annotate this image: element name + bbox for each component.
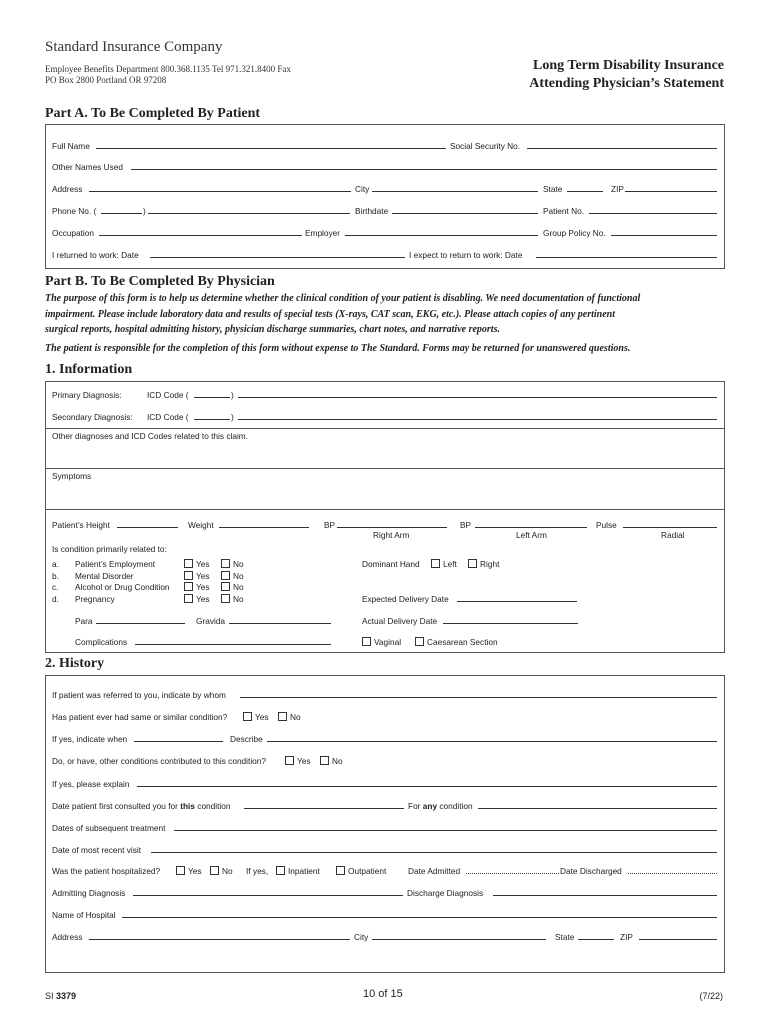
describe-label: Describe — [230, 734, 263, 744]
secondary-diagnosis-field[interactable] — [238, 419, 717, 420]
ssn-field[interactable] — [527, 148, 717, 149]
form-title-line2: Attending Physician’s Statement — [529, 76, 724, 91]
complications-field[interactable] — [135, 644, 331, 645]
date-discharged-field[interactable] — [628, 873, 717, 874]
primary-icd-label: ICD Code ( — [147, 390, 189, 400]
para-field[interactable] — [96, 623, 185, 624]
expected-delivery-field[interactable] — [457, 601, 577, 602]
checkbox[interactable] — [336, 866, 345, 875]
instructions-line4: The patient is responsible for the completion of this form without expense to The Standard. Forms may be returned for unanswered questions. — [45, 342, 631, 354]
full-name-label: Full Name — [52, 141, 90, 151]
discharge-diagnosis-label: Discharge Diagnosis — [407, 888, 484, 898]
para-label: Para — [75, 616, 93, 626]
left-hand-option[interactable]: Left — [431, 559, 457, 569]
radial-caption: Radial — [661, 530, 685, 540]
hospital-city-label: City — [354, 932, 369, 942]
left-arm-caption: Left Arm — [516, 530, 547, 540]
condition-pregnancy: Pregnancy — [75, 593, 115, 604]
admitting-diagnosis-field[interactable] — [133, 895, 403, 896]
explain-label: If yes, please explain — [52, 779, 130, 789]
primary-icd-close: ) — [231, 390, 234, 400]
right-arm-caption: Right Arm — [373, 530, 410, 540]
letter-d: d. — [52, 593, 59, 604]
letter-b: b. — [52, 570, 59, 581]
when-field[interactable] — [134, 741, 223, 742]
other-names-label: Other Names Used — [52, 162, 124, 172]
secondary-icd-field[interactable] — [194, 419, 230, 420]
page-number: 10 of 15 — [363, 988, 403, 1000]
condition-mental: Mental Disorder — [75, 570, 134, 581]
similar-no-option[interactable]: No — [278, 712, 301, 722]
actual-delivery-field[interactable] — [443, 623, 578, 624]
part-a-heading: Part A. To Be Completed By Patient — [45, 106, 261, 121]
when-label: If yes, indicate when — [52, 734, 128, 744]
hospital-city-field[interactable] — [372, 939, 546, 940]
date-admitted-field[interactable] — [466, 873, 559, 874]
birthdate-label: Birthdate — [355, 206, 389, 216]
hospitalized-no[interactable]: No — [210, 866, 233, 876]
recent-visit-label: Date of most recent visit — [52, 845, 141, 855]
checkbox[interactable] — [431, 559, 440, 568]
bp-left-field[interactable] — [475, 527, 587, 528]
form-number: SI 3379 — [45, 991, 77, 1001]
area-code-field[interactable] — [101, 213, 142, 214]
actual-delivery-label: Actual Delivery Date — [362, 616, 438, 626]
describe-field[interactable] — [267, 741, 717, 742]
hospital-address-field[interactable] — [89, 939, 350, 940]
weight-field[interactable] — [219, 527, 309, 528]
city-label: City — [355, 184, 370, 194]
instructions-line1: The purpose of this form is to help us determine whether the clinical condition of your patient is disabling. We need documentation of functional — [45, 293, 641, 304]
checkbox[interactable] — [276, 866, 285, 875]
expect-return-field[interactable] — [536, 257, 717, 258]
weight-label: Weight — [188, 520, 214, 530]
group-policy-field[interactable] — [611, 235, 717, 236]
expected-delivery-label: Expected Delivery Date — [362, 594, 449, 604]
similar-yes-option[interactable]: Yes — [243, 712, 269, 722]
checkbox[interactable] — [176, 866, 185, 875]
subsequent-treatment-field[interactable] — [174, 830, 717, 831]
zip-field[interactable] — [625, 191, 717, 192]
other-conditions-no[interactable]: No — [320, 756, 343, 766]
date-discharged-label: Date Discharged — [560, 866, 622, 876]
full-name-field[interactable] — [96, 148, 446, 149]
gravida-label: Gravida — [196, 616, 226, 626]
bp-right-field[interactable] — [337, 527, 447, 528]
employer-field[interactable] — [345, 235, 538, 236]
divider — [46, 509, 724, 510]
first-consult-label: Date patient first consulted you for this condition — [52, 801, 231, 811]
bp-right-label: BP — [324, 520, 336, 530]
primary-diagnosis-label: Primary Diagnosis: — [52, 390, 122, 400]
mailing-address: PO Box 2800 Portland OR 97208 — [45, 75, 167, 85]
no-option[interactable]: No — [221, 594, 244, 606]
condition-yes-column — [184, 559, 210, 605]
hospital-state-label: State — [555, 932, 575, 942]
hospital-address-label: Address — [52, 932, 83, 942]
checkbox[interactable] — [221, 594, 230, 603]
divider — [46, 468, 724, 469]
hospital-zip-label: ZIP — [620, 932, 633, 942]
hospital-zip-field[interactable] — [639, 939, 717, 940]
ssn-label: Social Security No. — [450, 141, 521, 151]
secondary-diagnosis-label: Secondary Diagnosis: — [52, 412, 133, 422]
checkbox[interactable] — [221, 582, 230, 591]
bp-left-label: BP — [460, 520, 472, 530]
vaginal-option[interactable]: Vaginal — [362, 637, 401, 647]
hospital-state-field[interactable] — [578, 939, 614, 940]
condition-letters — [52, 559, 59, 605]
city-field[interactable] — [372, 191, 538, 192]
checkbox[interactable] — [415, 637, 424, 646]
occupation-field[interactable] — [99, 235, 302, 236]
instructions-line2: impairment. Please include laboratory data and results of special tests (X-rays, CAT scan, EKG, etc.). Please attach copies of any pertinent — [45, 308, 615, 320]
group-policy-label: Group Policy No. — [543, 228, 606, 238]
gravida-field[interactable] — [229, 623, 331, 624]
height-field[interactable] — [117, 527, 178, 528]
condition-no-column — [221, 559, 244, 605]
phone-close: ) — [143, 206, 146, 216]
checkbox[interactable] — [362, 637, 371, 646]
birthdate-field[interactable] — [392, 213, 538, 214]
returned-work-label: I returned to work: Date — [52, 250, 139, 260]
yes-option[interactable]: Yes — [184, 559, 210, 571]
any-condition-field[interactable] — [478, 808, 717, 809]
other-conditions-label: Do, or have, other conditions contributed to this condition? — [52, 756, 267, 766]
primary-icd-field[interactable] — [194, 397, 230, 398]
checkbox[interactable] — [278, 712, 287, 721]
information-heading: 1. Information — [45, 362, 133, 377]
hospital-name-field[interactable] — [122, 917, 717, 918]
patient-no-field[interactable] — [589, 213, 717, 214]
checkbox[interactable] — [221, 559, 230, 568]
other-names-field[interactable] — [131, 169, 717, 170]
similar-condition-label: Has patient ever had same or similar condition? — [52, 712, 228, 722]
part-a-box — [45, 124, 725, 269]
state-field[interactable] — [567, 191, 603, 192]
recent-visit-field[interactable] — [151, 852, 717, 853]
referred-field[interactable] — [240, 697, 717, 698]
date-admitted-label: Date Admitted — [408, 866, 461, 876]
right-hand-option[interactable]: Right — [468, 559, 499, 569]
history-heading: 2. History — [45, 656, 105, 671]
hospitalized-yes[interactable]: Yes — [176, 866, 202, 876]
other-conditions-yes[interactable]: Yes — [285, 756, 311, 766]
state-label: State — [543, 184, 563, 194]
explain-field[interactable] — [137, 786, 717, 787]
discharge-diagnosis-field[interactable] — [493, 895, 717, 896]
instructions-line3: surgical reports, hospital admitting history, physician discharge summaries, chart notes, and narrative reports. — [45, 324, 500, 335]
condition-alcohol-drug: Alcohol or Drug Condition — [75, 582, 170, 592]
hospitalized-label: Was the patient hospitalized? — [52, 866, 161, 876]
secondary-icd-close: ) — [231, 412, 234, 422]
occupation-label: Occupation — [52, 228, 94, 238]
checkbox[interactable] — [243, 712, 252, 721]
if-yes-label: If yes, — [246, 866, 269, 876]
primary-diagnosis-field[interactable] — [238, 397, 717, 398]
condition-employment: Patient’s Employment — [75, 559, 156, 569]
letter-a: a. — [52, 559, 59, 569]
condition-names — [75, 559, 170, 605]
admitting-diagnosis-label: Admitting Diagnosis — [52, 888, 126, 898]
related-label: Is condition primarily related to: — [52, 544, 167, 554]
inpatient-option[interactable]: Inpatient — [276, 866, 320, 876]
yes-option[interactable]: Yes — [184, 571, 210, 583]
divider — [46, 428, 724, 429]
expect-return-label: I expect to return to work: Date — [409, 250, 523, 260]
phone-field[interactable] — [148, 213, 350, 214]
symptoms-label: Symptoms — [52, 471, 92, 481]
part-b-instructions — [45, 291, 735, 356]
pulse-field[interactable] — [623, 527, 717, 528]
no-option[interactable]: No — [221, 559, 244, 571]
secondary-icd-label: ICD Code ( — [147, 412, 189, 422]
checkbox[interactable] — [468, 559, 477, 568]
checkbox[interactable] — [184, 559, 193, 568]
department-contact: Employee Benefits Department 800.368.1135 Tel 971.321.8400 Fax — [45, 64, 291, 74]
pulse-label: Pulse — [596, 520, 617, 530]
checkbox[interactable] — [221, 571, 230, 580]
dominant-hand-label: Dominant Hand — [362, 559, 420, 569]
checkbox[interactable] — [285, 756, 294, 765]
hospital-name-label: Name of Hospital — [52, 910, 116, 920]
subsequent-treatment-label: Dates of subsequent treatment — [52, 823, 166, 833]
form-title-line1: Long Term Disability Insurance — [533, 58, 724, 73]
address-label: Address — [52, 184, 83, 194]
other-diagnoses-label: Other diagnoses and ICD Codes related to this claim. — [52, 431, 248, 441]
checkbox[interactable] — [210, 866, 219, 875]
phone-label: Phone No. ( — [52, 206, 97, 216]
height-label: Patient’s Height — [52, 520, 110, 530]
checkbox[interactable] — [184, 594, 193, 603]
no-option[interactable]: No — [221, 571, 244, 583]
checkbox[interactable] — [184, 571, 193, 580]
yes-option[interactable]: Yes — [184, 594, 210, 606]
company-name: Standard Insurance Company — [45, 39, 223, 55]
employer-label: Employer — [305, 228, 341, 238]
yes-option[interactable]: Yes — [184, 582, 210, 594]
outpatient-option[interactable]: Outpatient — [336, 866, 386, 876]
caesarean-option[interactable]: Caesarean Section — [415, 637, 498, 647]
referred-label: If patient was referred to you, indicate by whom — [52, 690, 226, 700]
part-b-heading: Part B. To Be Completed By Physician — [45, 274, 275, 289]
returned-work-field[interactable] — [150, 257, 405, 258]
checkbox[interactable] — [184, 582, 193, 591]
checkbox[interactable] — [320, 756, 329, 765]
revision-date: (7/22) — [699, 991, 723, 1001]
letter-c: c. — [52, 582, 59, 592]
patient-no-label: Patient No. — [543, 206, 585, 216]
zip-label: ZIP — [611, 184, 624, 194]
any-condition-label: For any condition — [408, 801, 473, 811]
no-option[interactable]: No — [221, 582, 244, 594]
first-consult-field[interactable] — [244, 808, 404, 809]
address-field[interactable] — [89, 191, 351, 192]
complications-label: Complications — [75, 637, 128, 647]
